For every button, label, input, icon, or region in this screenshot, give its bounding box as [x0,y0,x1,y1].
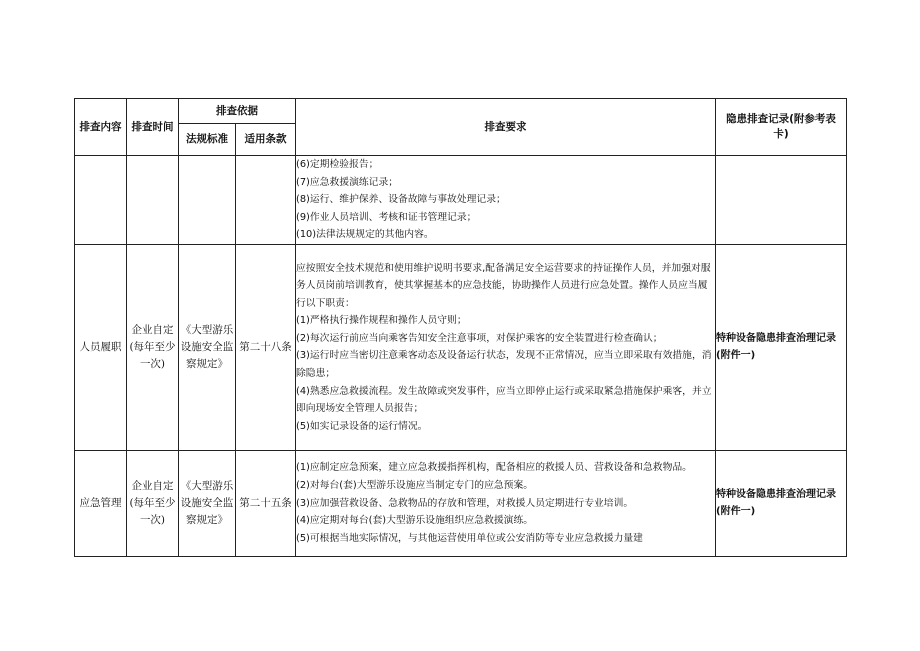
header-article: 适用条款 [236,124,296,156]
cell-standard [179,156,236,245]
requirement-line: (7)应急救援演练记录； [296,176,399,188]
cell-requirement [296,156,716,245]
requirement-line: (5)可根据当地实际情况，与其他运营使用单位或公安消防等专业应急救援力量建 [296,532,643,544]
requirement-line: (6)定期检验报告； [296,159,379,170]
requirement-line: (1)严格执行操作规程和操作人员守则； [296,315,467,327]
requirement-line: (8)运行、维护保养、设备故障与事故处理记录； [296,194,506,206]
requirement-line: (9)作业人员培训、考核和证书管理记录； [296,211,477,223]
cell-time: 企业自定(每年至少一次) [127,450,179,556]
cell-article: 第二十八条 [236,244,296,450]
header-row [75,99,847,124]
requirement-line: (5)如实记录设备的运行情况。 [296,420,428,432]
header-time: 排查时间 [127,99,179,156]
requirement-line: (3)运行时应当密切注意乘客动态及设备运行状态，发现不正常情况，应当立即采取有效措施，消除隐患； [296,350,712,380]
cell-record [716,156,847,245]
header-record: 隐患排查记录(附参考表卡) [716,99,847,156]
header-content: 排查内容 [75,99,127,156]
cell-standard: 《大型游乐设施安全监察规定》 [179,450,236,556]
cell-record: 特种设备隐患排查治理记录(附件一) [716,244,847,450]
header-basis: 排查依据 [179,99,296,124]
requirement-line: (2)每次运行前应当向乘客告知安全注意事项，对保护乘客的安全装置进行检查确认； [296,332,663,344]
cell-content: 人员履职 [75,244,127,450]
requirement-line: (10)法律法规规定的其他内容。 [296,229,434,241]
requirement-line: (3)应加强营救设备、急救物品的存放和管理，对救援人员定期进行专业培训。 [296,497,634,509]
cell-time [127,156,179,245]
cell-content [75,156,127,245]
cell-record: 特种设备隐患排查治理记录(附件一) [716,450,847,556]
cell-requirement [296,450,716,556]
cell-article: 第二十五条 [236,450,296,556]
cell-article [236,156,296,245]
table-row [75,244,847,450]
cell-content: 应急管理 [75,450,127,556]
table-row [75,450,847,556]
requirement-line: (4)熟悉应急救援流程。发生故障或突发事件，应当立即停止运行或采取紧急措施保护乘客，并立即向现场安全管理人员报告； [296,385,712,415]
cell-time: 企业自定(每年至少一次) [127,244,179,450]
cell-requirement [296,244,716,450]
requirement-line: (4)应定期对每台(套)大型游乐设施组织应急救援演练。 [296,515,534,527]
cell-standard: 《大型游乐设施安全监察规定》 [179,244,236,450]
requirement-line: (2)对每台(套)大型游乐设施应当制定专门的应急预案。 [296,480,534,492]
inspection-table [74,98,847,557]
table-row [75,156,847,245]
requirement-line: (1)应制定应急预案，建立应急救援指挥机构，配备相应的救援人员、营救设备和急救物品。 [296,462,692,474]
requirement-line: 应按照安全技术规范和使用维护说明书要求,配备满足安全运营要求的持证操作人员，并加强对服务人员岗前培训教育，使其掌握基本的应急技能，协助操作人员进行应急处置。操作人员应当履行以下职责： [296,262,711,309]
header-standard: 法规标准 [179,124,236,156]
header-requirement: 排查要求 [296,99,716,156]
